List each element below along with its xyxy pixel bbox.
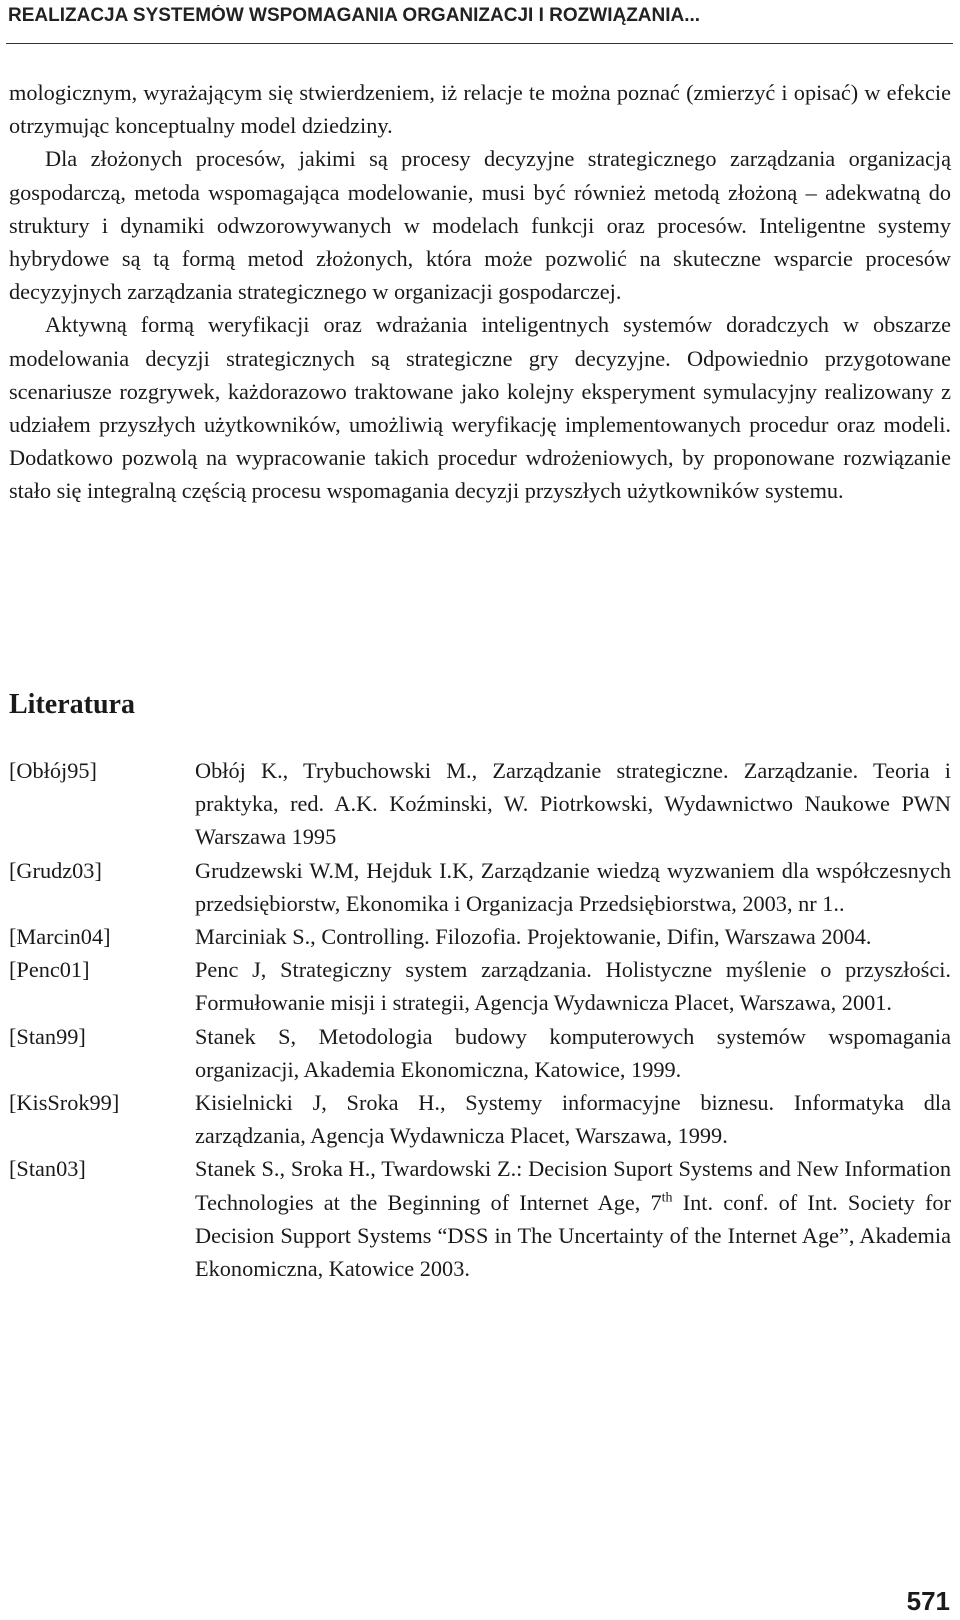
reference-key: [KisSrok99] [9, 1090, 120, 1116]
reference-key: [Obłój95] [9, 758, 97, 783]
reference-key: [Penc01] [9, 957, 90, 983]
reference-key: [Stan99] [9, 1023, 86, 1049]
page-number: 571 [906, 1586, 950, 1616]
reference-text [195, 1152, 951, 1285]
running-header: REALIZACJA SYSTEMÓW WSPOMAGANIA ORGANIZACJI I ROZWIĄZANIA... [8, 5, 701, 26]
superscript-ordinal: th [661, 1190, 673, 1206]
literature-heading: Literatura [9, 689, 135, 720]
reference-item [9, 854, 951, 920]
reference-key: [Stan03] [9, 1156, 86, 1182]
body-text [9, 76, 951, 508]
reference-item [9, 920, 951, 953]
paragraph-strategic-games: Aktywną formą weryfikacji oraz wdrażania inteligentnych systemów doradczych w obszarze modelowania decyzji strategicznych są strategiczne gry decyzyjne. Odpowiednio przygotowane scenariusze rozgrywek, każdorazowo traktowane jako kolejny eksperyment symulacyjny realizowany z udziałem przyszłych użytkowników, umożliwią weryfikację implementowanych procedur oraz modeli. Dodatkowo pozwolą na wypracowanie takich procedur wdrożeniowych, by proponowane rozwiązanie stało się integralną częścią procesu wspomagania decyzji przyszłych użytkowników systemu. [9, 312, 951, 504]
reference-item [9, 1020, 951, 1086]
reference-item [9, 754, 951, 854]
reference-text: Penc J, Strategiczny system zarządzania. Holistyczne myślenie o przyszłości. Formułowanie misji i strategii, Agencja Wydawnicza Placet, Warszawa, 2001. [195, 957, 951, 1016]
reference-text: Kisielnicki J, Sroka H., Systemy informacyjne biznesu. Informatyka dla zarządzania, Agencja Wydawnicza Placet, Warszawa, 1999. [195, 1090, 951, 1149]
paragraph-continuation: mologicznym, wyrażającym się stwierdzeniem, iż relacje te można poznać (zmierzyć i opisać) w efekcie otrzymując konceptualny model dziedziny. [9, 80, 951, 139]
reference-key: [Marcin04] [9, 924, 111, 950]
reference-list [9, 754, 951, 1285]
reference-item [9, 1152, 951, 1285]
reference-text: Marciniak S., Controlling. Filozofia. Projektowanie, Difin, Warszawa 2004. [195, 924, 872, 950]
reference-text: Grudzewski W.M, Hejduk I.K, Zarządzanie wiedzą wyzwaniem dla współczesnych przedsiębiorstw, Ekonomika i Organizacja Przedsiębiorstwa, 2003, nr 1.. [195, 857, 951, 916]
reference-text: Stanek S, Metodologia budowy komputerowych systemów wspomagania organizacji, Akademia Ekonomiczna, Katowice, 1999. [195, 1023, 951, 1082]
reference-item [9, 953, 951, 1019]
reference-text-part: Int. conf. of Int. Society for Decision Support Systems “DSS in The Uncertainty of the Internet Age”, Akademia Ekonomiczna, Katowice 2003. [195, 1189, 951, 1282]
paragraph-complex-processes: Dla złożonych procesów, jakimi są procesy decyzyjne strategicznego zarządzania organizacją gospodarczą, metoda wspomagająca modelowanie, musi być również metodą złożoną – adekwatną do struktury i dynamiki odwzorowywanych w modelach funkcji oraz procesów. Inteligentne systemy hybrydowe są tą formą metod złożonych, która może pozwolić na skuteczne wsparcie procesów decyzyjnych zarządzania strategicznego w organizacji gospodarczej. [9, 146, 951, 305]
reference-key: [Grudz03] [9, 857, 102, 883]
reference-item [9, 1086, 951, 1152]
header-rule [6, 43, 953, 44]
reference-text-part: Stanek S., Sroka H., Twardowski Z.: Decision Suport Systems and New Information Technologies at the Beginning of Internet Age, 7 [195, 1156, 951, 1215]
reference-text: Obłój K., Trybuchowski M., Zarządzanie strategiczne. Zarządzanie. Teoria i praktyka, red. A.K. Koźminski, W. Piotrkowski, Wydawnictwo Naukowe PWN Warszawa 1995 [195, 758, 951, 850]
